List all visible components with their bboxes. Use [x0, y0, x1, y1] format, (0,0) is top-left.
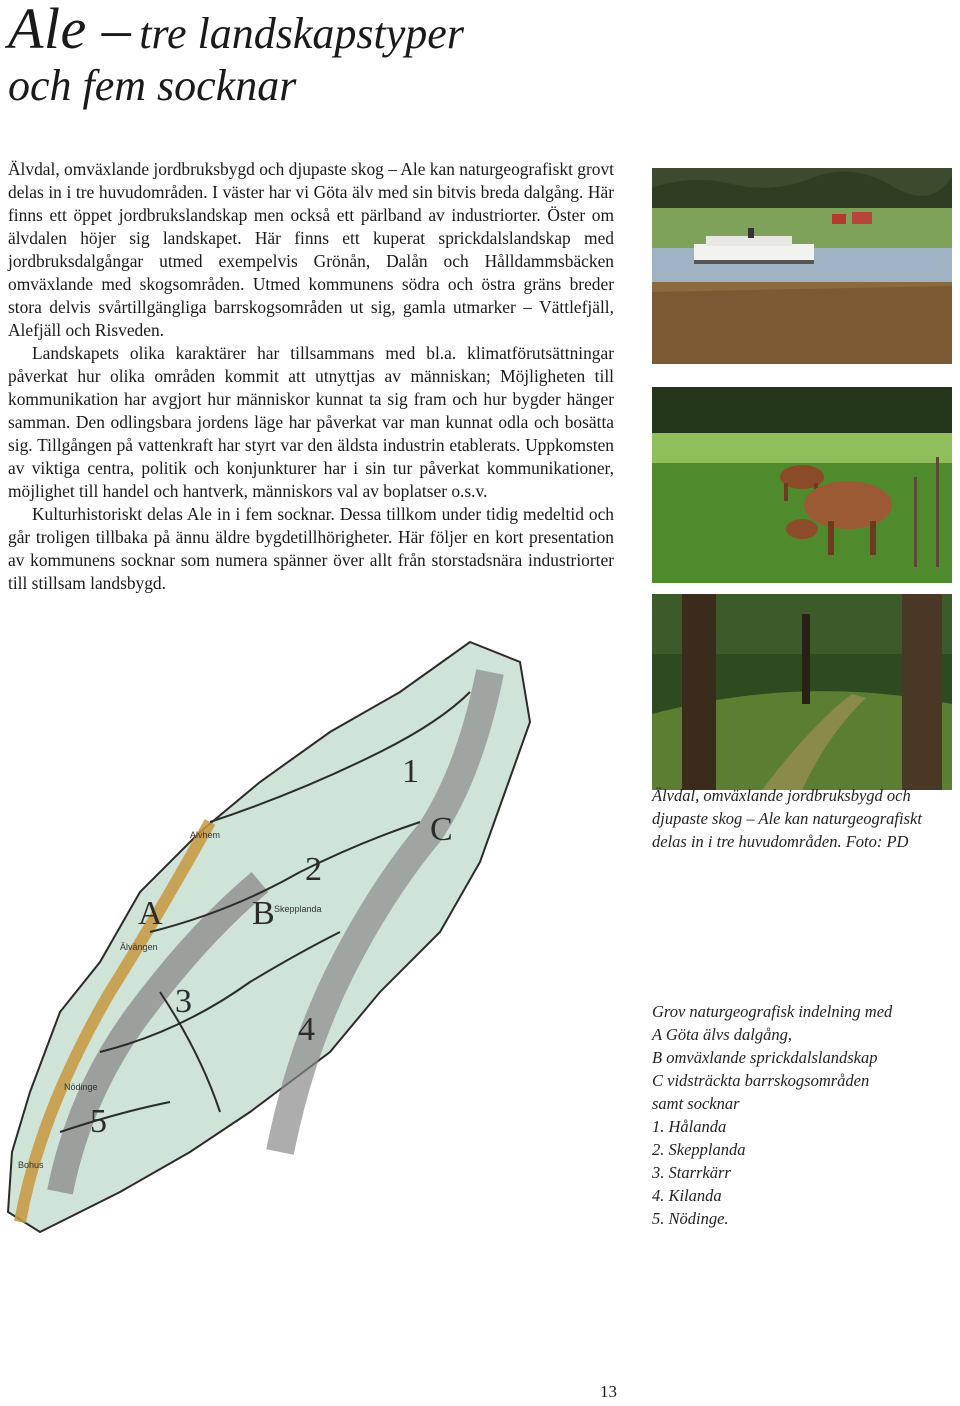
- place-label-bohus: Bohus: [18, 1160, 44, 1170]
- parish-label-4: 4: [298, 1011, 315, 1048]
- map-caption-line: 4. Kilanda: [652, 1186, 722, 1205]
- map-caption-line: 2. Skepplanda: [652, 1140, 746, 1159]
- map-caption-line: 5. Nödinge.: [652, 1209, 729, 1228]
- map-caption-line: Grov naturgeografisk indelning med: [652, 1002, 893, 1021]
- map-caption-line: A Göta älvs dalgång,: [652, 1025, 792, 1044]
- map-caption-line: samt socknar: [652, 1094, 740, 1113]
- photo-forest: [652, 594, 952, 790]
- map-caption-line: 3. Starrkärr: [652, 1163, 731, 1182]
- page-title: [8, 0, 464, 108]
- photo-cows: [652, 387, 952, 583]
- place-label-skepplanda: Skepplanda: [274, 904, 322, 914]
- place-label-nodinge: Nödinge: [64, 1082, 98, 1092]
- map-caption-line: B omväxlande sprickdalslandskap: [652, 1048, 878, 1067]
- page-number: 13: [600, 1382, 617, 1401]
- paragraph-3: Kulturhistoriskt delas Ale in i fem socknar. Dessa tillkom under tidig medeltid och går troligen tillbaka på ännu äldre bygdetillhörigheter. Här följer en kort presentation av kommunens socknar som numera spänner över allt från storstadsnära industriorter till stillsam landsbygd.: [8, 504, 614, 593]
- place-label-alvhem: Alvhem: [190, 830, 221, 840]
- photo-river-boat: [652, 168, 952, 364]
- parish-label-3: 3: [175, 983, 192, 1020]
- paragraph-1: Älvdal, omväxlande jordbruksbygd och djupaste skog – Ale kan naturgeografiskt grovt delas in i tre huvudområden. I väster har vi Göta älv med sin bitvis breda dalgång. Här finns ett öppet jordbrukslandskap men också ett pärlband av industriorter. Öster om älvdalen höjer sig landskapet. Här finns ett kuperat sprickdalslandskap med jordbruksdalgångar utmed exempelvis Grönån, Dalån och Hålldammsbäcken omväxlande med skogsområden. Utmed kommunens södra och östra gräns breder stora delvis svårtillgängliga barrskogsområden ut sig, gamla utmarker – Vättlefjäll, Alefjäll och Risveden.: [8, 159, 614, 340]
- map-caption-line: C vidsträckta barrskogsområden: [652, 1071, 870, 1090]
- title-bold: Ale –: [8, 0, 132, 61]
- title-rest: tre landskapstyper: [139, 9, 464, 58]
- body-text: [8, 158, 614, 595]
- photo-caption: Älvdal, omväxlande jordbruksbygd och djupaste skog – Ale kan naturgeografiskt delas in i tre huvudområden. Foto: PD: [652, 786, 922, 851]
- parish-label-1: 1: [402, 753, 419, 790]
- map-caption: [652, 1000, 952, 1230]
- map-ale: [0, 632, 540, 1272]
- zone-label-b: B: [252, 895, 275, 932]
- zone-label-c: C: [430, 811, 453, 848]
- zone-label-a: A: [138, 895, 163, 932]
- map-caption-line: 1. Hålanda: [652, 1117, 727, 1136]
- paragraph-2: Landskapets olika karaktärer har tillsammans med bl.a. klimatförutsättningar påverkat hur olika områden kommit att utnyttjas av människan; Möjligheten till kommunikation har avgjort hur människor kunnat ta sig fram och hur bygder hänger samman. Den odlingsbara jordens läge har påverkat var man kunnat odla och bosätta sig. Tillgången på vattenkraft har styrt var den äldsta industrin etablerats. Uppkomsten av viktiga centra, politik och konjunkturer har i sin tur påverkat kommunikationer, möjlighet till handel och hantverk, människors val av boplatser o.s.v.: [8, 343, 614, 501]
- parish-label-2: 2: [305, 851, 322, 888]
- title-line2: och fem socknar: [8, 61, 297, 110]
- place-label-alvangen: Älvängen: [120, 942, 158, 952]
- parish-label-5: 5: [90, 1103, 107, 1140]
